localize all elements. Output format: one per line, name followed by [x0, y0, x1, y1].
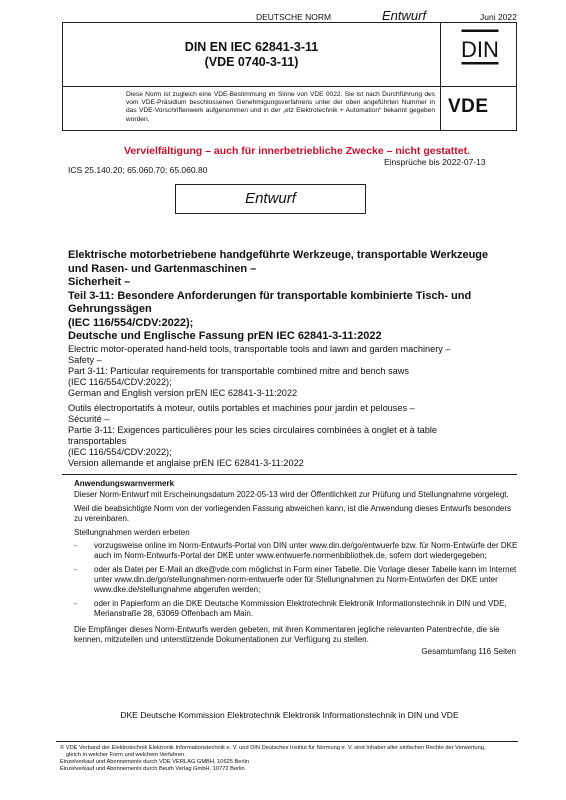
section-divider: [62, 474, 517, 475]
title-en-line: Part 3-11: Particular requirements for transportable combined mitre and bench saws: [68, 366, 409, 376]
title-de-line: (IEC 116/554/CDV:2022);: [68, 316, 194, 329]
footer-line: © VDE Verband der Elektrotechnik Elektronik Informationstechnik e. V. und DIN Deutsches Institut für Normung e. V. sind Inhaber aller einfachen Rechte der Verwertung,: [60, 745, 486, 751]
title-de-line: Sicherheit –: [68, 276, 131, 288]
title-de-line: Deutsche und Englische Fassung prEN IEC 62841-3-11:2022: [68, 330, 382, 342]
draft-box: Entwurf: [175, 184, 366, 214]
title-de-line: Elektrische motorbetriebene handgeführte Werkzeuge, transportable Werkzeuge: [68, 249, 489, 261]
list-item-text: oder als Datei per E-Mail an dke@vde.com möglichst in Form einer Tabelle. Die Vorlage dieser Tabelle kann im Internet unter www.din.de/go/stellungnahmen-norm-entwuerfe oder für Stellungnahmen zu Norm-Entwürfen der DKE unter www.dke.de/stellungnahme abgerufen werden;: [94, 565, 517, 594]
footer: [60, 745, 520, 773]
frame-divider-vertical: [440, 23, 441, 130]
application-warning: [74, 479, 518, 657]
title-en-line: German and English version prEN IEC 62841-3-11:2022: [68, 388, 298, 398]
list-item: [74, 565, 518, 595]
title-en-line: Electric motor-operated hand-held tools, transportable tools and lawn and garden machinery –: [68, 344, 451, 354]
copy-warning: Vervielfältigung – auch für innerbetriebliche Zwecke – nicht gestattet.: [124, 145, 471, 157]
title-french: [68, 403, 518, 469]
designation: [63, 40, 440, 70]
title-fr-line: Version allemande et anglaise prEN IEC 62841-3-11:2022: [68, 458, 304, 468]
title-de-line: und Rasen- und Gartenmaschinen –: [68, 262, 257, 275]
warning-paragraph-1: Dieser Norm-Entwurf mit Erscheinungsdatum 2022-05-13 wird der Öffentlichkeit zur Prüfung und Stellungnahme vorgelegt.: [74, 490, 509, 499]
title-en-line: Safety –: [68, 355, 102, 365]
bullet-dash: -: [74, 541, 77, 550]
frame-divider-horizontal: [63, 86, 516, 87]
warning-heading: Anwendungswarnvermerk: [74, 479, 175, 488]
norm-type: DEUTSCHE NORM: [256, 12, 332, 22]
header-frame: [62, 22, 517, 131]
din-logo: [461, 29, 499, 65]
warning-paragraph-2: Weil die beabsichtigte Norm von der vorliegenden Fassung abweichen kann, ist die Anwendung dieses Entwurfs besonders zu vereinbaren.: [74, 504, 511, 523]
footer-line: Einzelverkauf und Abonnements durch Beuth Verlag GmbH, 10772 Berlin: [60, 766, 245, 772]
title-fr-line: Partie 3-11: Exigences particulières pour les scies circulaires combinées à onglet et à table: [68, 425, 438, 435]
vde-logo: VDE: [448, 96, 489, 117]
title-english: [68, 344, 518, 399]
issue-date: Juni 2022: [480, 12, 517, 22]
title-fr-line: Outils électroportatifs à moteur, outils portables et machines pour jardin et pelouses –: [68, 403, 415, 413]
title-fr-line: Sécurité –: [68, 414, 110, 424]
total-pages: Gesamtumfang 116 Seiten: [421, 647, 516, 656]
warning-paragraph-3: Stellungnahmen werden erbeten: [74, 528, 190, 537]
warning-paragraph-4: Die Empfänger dieses Norm-Entwurfs werden gebeten, mit ihren Kommentaren jegliche relevanten Patentrechte, die sie kennen, mitzuteilen und unterstützende Dokumentationen zur Verfügung zu stellen.: [74, 625, 500, 644]
footer-line: gleich in welcher Form und welchem Verfahren.: [66, 752, 186, 758]
footer-divider: [56, 741, 518, 742]
title-en-line: (IEC 116/554/CDV:2022);: [68, 377, 172, 387]
din-logo-text: DIN: [461, 37, 499, 62]
list-item: [74, 599, 518, 619]
title-fr-line: transportables: [68, 436, 127, 446]
list-item: [74, 541, 518, 561]
ics-codes: ICS 25.140.20; 65.060.70; 65.060.80: [68, 165, 208, 175]
title-german: [68, 249, 518, 344]
title-fr-line: (IEC 116/554/CDV:2022);: [68, 447, 172, 457]
footer-line: Einzelverkauf und Abonnements durch VDE VERLAG GMBH, 10625 Berlin: [60, 759, 250, 765]
list-item-text: vorzugsweise online im Norm-Entwurfs-Portal von DIN unter www.din.de/go/entwuerfe bzw. für Norm-Entwürfe der DKE auch im Norm-Entwurfs-Portal der DKE unter www.entwuerfe.normenbibliothek.de, sofern dort wiedergegeben;: [94, 541, 518, 560]
bullet-dash: -: [74, 565, 77, 574]
bullet-dash: -: [74, 599, 77, 608]
status-label: Entwurf: [382, 8, 427, 23]
objection-deadline: Einsprüche bis 2022-07-13: [384, 157, 486, 167]
title-de-line: Teil 3-11: Besondere Anforderungen für transportable kombinierte Tisch- und: [68, 289, 472, 302]
title-de-line: Gehrungssägen: [68, 303, 152, 315]
list-item-text: oder in Papierform an die DKE Deutsche Kommission Elektrotechnik Elektronik Informationstechnik in DIN und VDE, Merianstraße 28, 63069 Offenbach am Main.: [94, 599, 507, 618]
designation-vde: (VDE 0740-3-11): [204, 55, 299, 69]
committee: DKE Deutsche Kommission Elektrotechnik Elektronik Informationstechnik in DIN und VDE: [120, 710, 459, 720]
vde-note: Diese Norm ist zugleich eine VDE-Bestimmung im Sinne von VDE 0022. Sie ist nach Durchführung des vom VDE-Präsidium beschlossenen Genehmigungsverfahrens unter der oben angeführten Nummer in das VDE-Vorschriftenwerk aufgenommen und in der „etz Elektrotechnik + Automation“ bekannt gegeben worden.: [126, 91, 435, 123]
designation-number: DIN EN IEC 62841-3-11: [184, 40, 319, 54]
